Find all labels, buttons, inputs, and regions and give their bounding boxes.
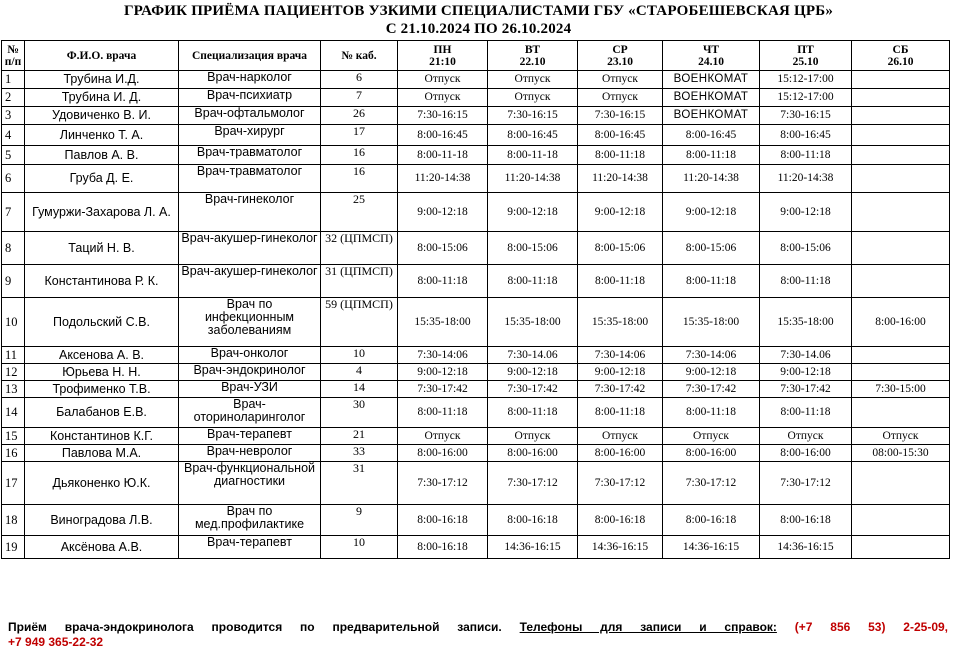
doctor-specialization: Врач-травматолог (179, 165, 321, 193)
doctor-name: Аксёнова А.В. (25, 536, 179, 559)
header-day-sat (852, 41, 950, 71)
schedule-cell-sat: 8:00-16:00 (852, 298, 950, 347)
page-title: ГРАФИК ПРИЁМА ПАЦИЕНТОВ УЗКИМИ СПЕЦИАЛИСТАМИ ГБУ «СТАРОБЕШЕВСКАЯ ЦРБ» (123, 3, 834, 19)
room-number: 59 (ЦПМСП) (321, 298, 398, 347)
schedule-cell-wed: 8:00-15:06 (578, 232, 663, 265)
schedule-cell-mon: 7:30-17:12 (398, 462, 488, 505)
row-number: 17 (2, 462, 25, 505)
schedule-cell-mon: 9:00-12:18 (398, 193, 488, 232)
table-row (2, 146, 950, 165)
schedule-cell-thu: 8:00-11:18 (663, 398, 760, 428)
schedule-cell-mon: Отпуск (398, 428, 488, 445)
schedule-cell-mon: 11:20-14:38 (398, 165, 488, 193)
schedule-cell-thu: 7:30-17:42 (663, 381, 760, 398)
schedule-cell-tue: Отпуск (488, 71, 578, 89)
row-number: 3 (2, 107, 25, 125)
doctor-name: Подольский С.В. (25, 298, 179, 347)
schedule-cell-fri: 7:30-16:15 (760, 107, 852, 125)
doctor-name: Дьяконенко Ю.К. (25, 462, 179, 505)
schedule-cell-sat (852, 505, 950, 536)
header-spec: Специализация врача (179, 41, 321, 71)
doctor-specialization: Врач по мед.профилактике (179, 505, 321, 536)
schedule-cell-mon: 7:30-17:42 (398, 381, 488, 398)
table-row (2, 445, 950, 462)
header-dow: ЧТ (702, 43, 720, 56)
doctor-name: Гумуржи-Захарова Л. А. (25, 193, 179, 232)
schedule-cell-mon: 9:00-12:18 (398, 364, 488, 381)
schedule-cell-thu: 7:30-14:06 (663, 347, 760, 364)
schedule-cell-tue: 8:00-11-18 (488, 146, 578, 165)
room-number: 33 (321, 445, 398, 462)
schedule-cell-tue: 15:35-18:00 (488, 298, 578, 347)
row-number: 18 (2, 505, 25, 536)
table-row (2, 505, 950, 536)
doctor-name: Трофименко Т.В. (25, 381, 179, 398)
table-row (2, 165, 950, 193)
schedule-cell-sat (852, 107, 950, 125)
header-room: № каб. (321, 41, 398, 71)
doctor-name: Груба Д. Е. (25, 165, 179, 193)
schedule-cell-sat (852, 125, 950, 146)
schedule-cell-tue: 8:00-16:18 (488, 505, 578, 536)
row-number: 5 (2, 146, 25, 165)
footer-note-text: Приём врача-эндокринолога проводится по предварительной записи. (8, 620, 502, 634)
table-row (2, 107, 950, 125)
room-number: 4 (321, 364, 398, 381)
schedule-cell-sat (852, 347, 950, 364)
schedule-cell-thu: 7:30-17:12 (663, 462, 760, 505)
row-number: 11 (2, 347, 25, 364)
schedule-cell-tue: 8:00-11:18 (488, 265, 578, 298)
schedule-cell-tue: 8:00-11:18 (488, 398, 578, 428)
schedule-cell-sat (852, 462, 950, 505)
schedule-cell-fri: 8:00-11:18 (760, 146, 852, 165)
schedule-cell-mon: Отпуск (398, 89, 488, 107)
table-row (2, 347, 950, 364)
doctor-specialization: Врач-гинеколог (179, 193, 321, 232)
schedule-cell-sat (852, 232, 950, 265)
schedule-cell-wed: 8:00-11:18 (578, 398, 663, 428)
footer-note (8, 620, 948, 635)
doctor-specialization: Врач-эндокринолог (179, 364, 321, 381)
header-day-wed (578, 41, 663, 71)
schedule-cell-wed: Отпуск (578, 428, 663, 445)
room-number: 31 (ЦПМСП) (321, 265, 398, 298)
schedule-cell-fri: 8:00-16:45 (760, 125, 852, 146)
schedule-cell-tue: 11:20-14:38 (488, 165, 578, 193)
schedule-cell-thu: 9:00-12:18 (663, 364, 760, 381)
schedule-table (1, 40, 950, 559)
schedule-cell-thu: ВОЕНКОМАТ (663, 89, 760, 107)
doctor-name: Аксенова А. В. (25, 347, 179, 364)
schedule-cell-wed: 7:30-14:06 (578, 347, 663, 364)
doctor-specialization: Врач-онколог (179, 347, 321, 364)
schedule-cell-wed: 9:00-12:18 (578, 364, 663, 381)
doctor-specialization: Врач по инфекционным заболеваниям (179, 298, 321, 347)
schedule-cell-fri: 7:30-14.06 (760, 347, 852, 364)
row-number: 10 (2, 298, 25, 347)
table-header-row (2, 41, 950, 71)
schedule-cell-tue: 8:00-15:06 (488, 232, 578, 265)
table-row (2, 381, 950, 398)
schedule-cell-sat: 08:00-15:30 (852, 445, 950, 462)
room-number: 16 (321, 146, 398, 165)
doctor-name: Виноградова Л.В. (25, 505, 179, 536)
table-row (2, 193, 950, 232)
schedule-cell-wed: 8:00-11:18 (578, 146, 663, 165)
schedule-cell-tue: 7:30-17:42 (488, 381, 578, 398)
header-date: 22.10 (519, 55, 546, 68)
schedule-cell-sat (852, 165, 950, 193)
doctor-name: Удовиченко В. И. (25, 107, 179, 125)
header-num: № п/п (2, 41, 25, 71)
room-number: 26 (321, 107, 398, 125)
schedule-cell-tue: 7:30-16:15 (488, 107, 578, 125)
schedule-cell-fri: 9:00-12:18 (760, 364, 852, 381)
header-day-tue (488, 41, 578, 71)
doctor-name: Балабанов Е.В. (25, 398, 179, 428)
schedule-cell-fri: 15:35-18:00 (760, 298, 852, 347)
schedule-cell-mon: 8:00-11-18 (398, 146, 488, 165)
doctor-name: Константинова Р. К. (25, 265, 179, 298)
schedule-cell-wed: 7:30-17:42 (578, 381, 663, 398)
schedule-cell-sat (852, 193, 950, 232)
schedule-cell-mon: Отпуск (398, 71, 488, 89)
schedule-cell-thu: ВОЕНКОМАТ (663, 107, 760, 125)
doctor-specialization: Врач-невролог (179, 445, 321, 462)
schedule-cell-tue: Отпуск (488, 89, 578, 107)
row-number: 12 (2, 364, 25, 381)
doctor-specialization: Врач-УЗИ (179, 381, 321, 398)
footer-phone-1: (+7 856 53) 2-25-09, (794, 620, 948, 634)
doctor-specialization: Врач-травматолог (179, 146, 321, 165)
header-name: Ф.И.О. врача (25, 41, 179, 71)
doctor-name: Трубина И.Д. (25, 71, 179, 89)
schedule-cell-wed: 15:35-18:00 (578, 298, 663, 347)
schedule-cell-fri: 8:00-16:00 (760, 445, 852, 462)
schedule-cell-sat (852, 536, 950, 559)
schedule-cell-sat (852, 364, 950, 381)
doctor-name: Таций Н. В. (25, 232, 179, 265)
room-number: 32 (ЦПМСП) (321, 232, 398, 265)
row-number: 2 (2, 89, 25, 107)
room-number: 7 (321, 89, 398, 107)
schedule-cell-fri: 9:00-12:18 (760, 193, 852, 232)
schedule-cell-fri: 7:30-17:12 (760, 462, 852, 505)
table-row (2, 462, 950, 505)
schedule-cell-fri: 11:20-14:38 (760, 165, 852, 193)
schedule-cell-thu: 15:35-18:00 (663, 298, 760, 347)
room-number: 21 (321, 428, 398, 445)
doctor-name: Трубина И. Д. (25, 89, 179, 107)
schedule-cell-fri: Отпуск (760, 428, 852, 445)
row-number: 1 (2, 71, 25, 89)
schedule-cell-thu: ВОЕНКОМАТ (663, 71, 760, 89)
doctor-specialization: Врач-терапевт (179, 428, 321, 445)
header-dow: ВТ (524, 43, 541, 56)
schedule-cell-sat (852, 146, 950, 165)
doctor-specialization: Врач-функциональной диагностики (179, 462, 321, 505)
schedule-cell-mon: 8:00-11:18 (398, 265, 488, 298)
schedule-cell-wed: 14:36-16:15 (578, 536, 663, 559)
schedule-cell-fri: 8:00-16:18 (760, 505, 852, 536)
row-number: 14 (2, 398, 25, 428)
room-number: 30 (321, 398, 398, 428)
row-number: 16 (2, 445, 25, 462)
schedule-cell-thu: 8:00-16:18 (663, 505, 760, 536)
header-date: 26.10 (887, 55, 914, 68)
date-range: С 21.10.2024 ПО 26.10.2024 (385, 21, 572, 37)
schedule-cell-tue: Отпуск (488, 428, 578, 445)
schedule-cell-fri: 8:00-11:18 (760, 265, 852, 298)
schedule-cell-sat (852, 71, 950, 89)
schedule-cell-mon: 7:30-14:06 (398, 347, 488, 364)
schedule-cell-wed: 8:00-16:00 (578, 445, 663, 462)
table-row (2, 298, 950, 347)
schedule-cell-tue: 9:00-12:18 (488, 364, 578, 381)
room-number: 6 (321, 71, 398, 89)
schedule-cell-tue: 8:00-16:45 (488, 125, 578, 146)
doctor-specialization: Врач-хирург (179, 125, 321, 146)
schedule-cell-mon: 8:00-16:45 (398, 125, 488, 146)
room-number: 9 (321, 505, 398, 536)
room-number: 16 (321, 165, 398, 193)
header-date: 21:10 (429, 55, 456, 68)
table-row (2, 265, 950, 298)
footer-phone-2: +7 949 365-22-32 (8, 635, 104, 649)
row-number: 8 (2, 232, 25, 265)
table-row (2, 125, 950, 146)
schedule-cell-wed: Отпуск (578, 89, 663, 107)
schedule-cell-tue: 9:00-12:18 (488, 193, 578, 232)
table-row (2, 89, 950, 107)
doctor-specialization: Врач-акушер-гинеколог (179, 232, 321, 265)
schedule-cell-mon: 7:30-16:15 (398, 107, 488, 125)
header-dow: СР (612, 43, 628, 56)
room-number: 17 (321, 125, 398, 146)
schedule-cell-mon: 8:00-16:00 (398, 445, 488, 462)
row-number: 4 (2, 125, 25, 146)
header-date: 24.10 (698, 55, 724, 68)
room-number: 10 (321, 347, 398, 364)
schedule-cell-thu: 11:20-14:38 (663, 165, 760, 193)
row-number: 15 (2, 428, 25, 445)
schedule-cell-mon: 8:00-16:18 (398, 536, 488, 559)
doctor-specialization: Врач-нарколог (179, 71, 321, 89)
schedule-cell-fri: 8:00-15:06 (760, 232, 852, 265)
table-row (2, 536, 950, 559)
footer-phones-label: Телефоны для записи и справок: (519, 620, 777, 634)
table-row (2, 398, 950, 428)
room-number: 10 (321, 536, 398, 559)
schedule-cell-wed: 8:00-16:18 (578, 505, 663, 536)
schedule-cell-thu: 9:00-12:18 (663, 193, 760, 232)
schedule-cell-tue: 14:36-16:15 (488, 536, 578, 559)
row-number: 6 (2, 165, 25, 193)
schedule-cell-mon: 15:35-18:00 (398, 298, 488, 347)
schedule-cell-wed: Отпуск (578, 71, 663, 89)
schedule-cell-thu: 8:00-11:18 (663, 146, 760, 165)
doctor-specialization: Врач-оториноларинголог (179, 398, 321, 428)
schedule-cell-wed: 8:00-11:18 (578, 265, 663, 298)
doctor-name: Линченко Т. А. (25, 125, 179, 146)
doctor-specialization: Врач-терапевт (179, 536, 321, 559)
doctor-name: Павлов А. В. (25, 146, 179, 165)
schedule-cell-tue: 7:30-14.06 (488, 347, 578, 364)
schedule-cell-tue: 7:30-17:12 (488, 462, 578, 505)
room-number: 25 (321, 193, 398, 232)
schedule-cell-sat: Отпуск (852, 428, 950, 445)
schedule-cell-wed: 11:20-14:38 (578, 165, 663, 193)
schedule-cell-sat (852, 89, 950, 107)
schedule-cell-sat (852, 265, 950, 298)
schedule-cell-wed: 9:00-12:18 (578, 193, 663, 232)
schedule-cell-mon: 8:00-15:06 (398, 232, 488, 265)
schedule-cell-thu: 8:00-16:45 (663, 125, 760, 146)
row-number: 7 (2, 193, 25, 232)
header-dow: ПТ (797, 43, 814, 56)
row-number: 19 (2, 536, 25, 559)
schedule-cell-thu: Отпуск (663, 428, 760, 445)
schedule-cell-wed: 8:00-16:45 (578, 125, 663, 146)
schedule-cell-fri: 7:30-17:42 (760, 381, 852, 398)
schedule-cell-thu: 14:36-16:15 (663, 536, 760, 559)
row-number: 9 (2, 265, 25, 298)
header-date: 25.10 (792, 55, 819, 68)
schedule-cell-sat: 7:30-15:00 (852, 381, 950, 398)
schedule-cell-fri: 15:12-17:00 (760, 71, 852, 89)
doctor-specialization: Врач-психиатр (179, 89, 321, 107)
doctor-specialization: Врач-акушер-гинеколог (179, 265, 321, 298)
schedule-cell-thu: 8:00-16:00 (663, 445, 760, 462)
schedule-cell-fri: 15:12-17:00 (760, 89, 852, 107)
header-date: 23.10 (607, 55, 633, 68)
schedule-cell-mon: 8:00-16:18 (398, 505, 488, 536)
doctor-name: Юрьева Н. Н. (25, 364, 179, 381)
room-number: 31 (321, 462, 398, 505)
schedule-cell-fri: 8:00-11:18 (760, 398, 852, 428)
row-number: 13 (2, 381, 25, 398)
header-dow: ПН (433, 43, 452, 56)
doctor-name: Павлова М.А. (25, 445, 179, 462)
schedule-cell-wed: 7:30-17:12 (578, 462, 663, 505)
schedule-cell-tue: 8:00-16:00 (488, 445, 578, 462)
header-day-thu (663, 41, 760, 71)
table-row (2, 364, 950, 381)
schedule-cell-fri: 14:36-16:15 (760, 536, 852, 559)
schedule-cell-thu: 8:00-11:18 (663, 265, 760, 298)
room-number: 14 (321, 381, 398, 398)
table-row (2, 428, 950, 445)
doctor-name: Константинов К.Г. (25, 428, 179, 445)
schedule-cell-thu: 8:00-15:06 (663, 232, 760, 265)
table-row (2, 71, 950, 89)
schedule-cell-mon: 8:00-11:18 (398, 398, 488, 428)
header-dow: СБ (892, 43, 909, 56)
schedule-cell-sat (852, 398, 950, 428)
doctor-specialization: Врач-офтальмолог (179, 107, 321, 125)
header-day-fri (760, 41, 852, 71)
table-row (2, 232, 950, 265)
header-day-mon (398, 41, 488, 71)
schedule-cell-wed: 7:30-16:15 (578, 107, 663, 125)
